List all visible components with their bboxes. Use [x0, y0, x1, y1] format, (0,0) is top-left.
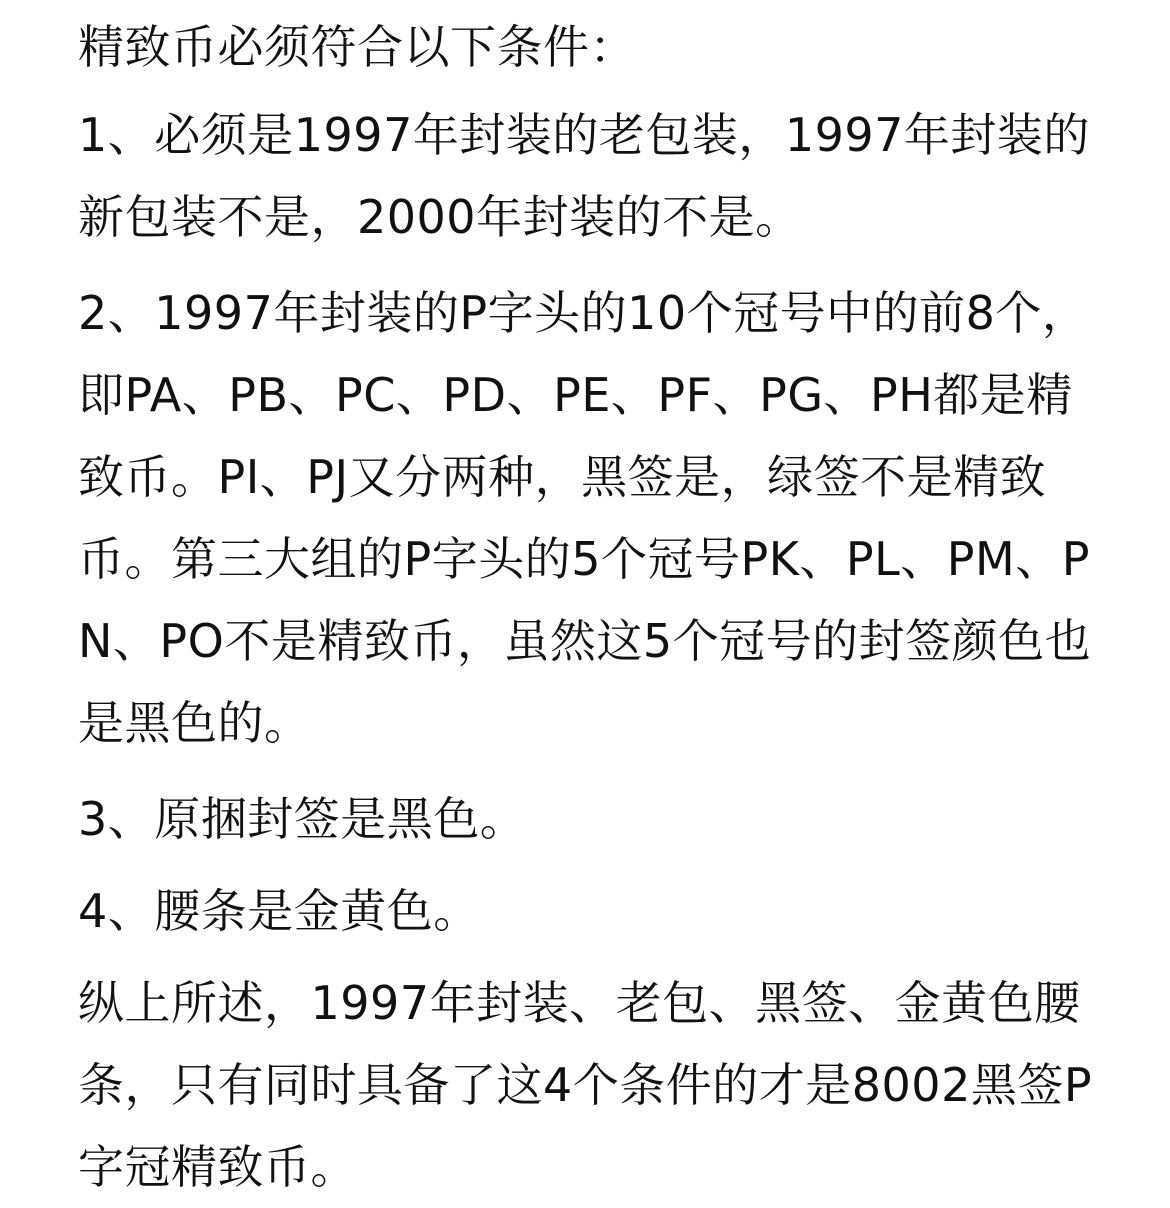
summary-paragraph: 纵上所述，1997年封装、老包、黑签、金黄色腰条，只有同时具备了这4个条件的才是8002黑签P字冠精致币。: [78, 976, 1093, 1194]
document-body: [78, 0, 1098, 1208]
condition-3: 3、原捆封签是黑色。: [78, 792, 527, 846]
condition-1: 1、必须是1997年封装的老包装，1997年封装的新包装不是，2000年封装的不是。: [78, 108, 1090, 244]
condition-2: 2、1997年封装的P字头的10个冠号中的前8个，即PA、PB、PC、PD、PE、PF、PG、PH都是精致币。PI、PJ又分两种，黑签是，绿签不是精致币。第三大组的P字头的5个冠号PK、PL、PM、PN、PO不是精致币，虽然这5个冠号的封签颜色也是黑色的。: [78, 286, 1092, 750]
document-title: 精致币必须符合以下条件：: [78, 20, 636, 74]
condition-4: 4、腰条是金黄色。: [78, 884, 480, 938]
